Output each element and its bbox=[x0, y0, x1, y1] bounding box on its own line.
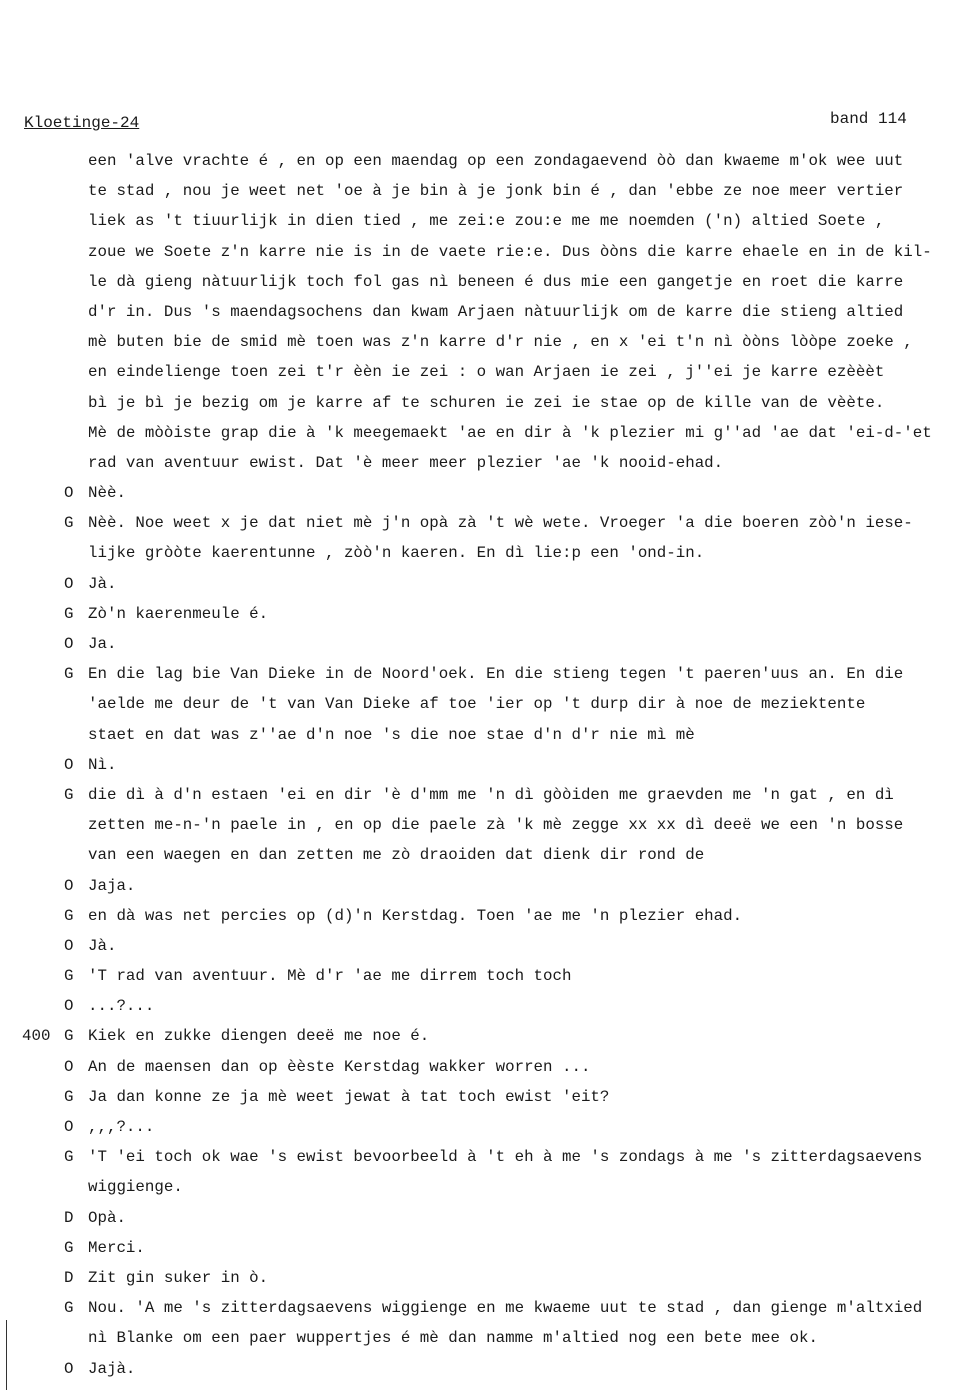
line-text: een 'alve vrachte é , en op een maendag op een zondagaevend òò dan kwaeme m'ok wee uut bbox=[88, 152, 904, 170]
line-text: nì Blanke om een paer wuppertjes é mè dan namme m'altied nog een bete mee ok. bbox=[88, 1329, 818, 1348]
transcript-line bbox=[0, 1203, 979, 1233]
line-text: Jaja. bbox=[88, 876, 136, 895]
transcript-line bbox=[0, 297, 979, 327]
transcript-line bbox=[0, 1052, 979, 1082]
speaker-label: G bbox=[64, 514, 74, 533]
transcript-line bbox=[0, 1293, 979, 1323]
line-text: Kiek en zukke diengen deeë me noe é. bbox=[88, 1027, 430, 1046]
line-text: liek as 't tiuurlijk in dien tied , me zei:e zou:e me me noemden ('n) altied Soete , bbox=[88, 212, 885, 231]
speaker-label: O bbox=[64, 635, 74, 653]
transcript-line bbox=[0, 689, 979, 719]
transcript-line bbox=[0, 750, 979, 780]
speaker-label: O bbox=[64, 1359, 74, 1378]
line-text: Ja. bbox=[88, 635, 117, 653]
speaker-label: G bbox=[64, 665, 74, 684]
transcript-line bbox=[0, 448, 979, 478]
transcript-line bbox=[0, 871, 979, 901]
transcript-line bbox=[0, 1233, 979, 1263]
transcript-line bbox=[0, 478, 979, 508]
speaker-label: G bbox=[64, 967, 74, 986]
speaker-label: G bbox=[64, 1299, 74, 1318]
transcript-line bbox=[0, 1082, 979, 1112]
line-text: te stad , nou je weet net 'oe à je bin à je jonk bin é , dan 'ebbe ze noe meer vertier bbox=[88, 182, 904, 201]
transcript-line bbox=[0, 418, 979, 448]
transcript-line bbox=[0, 1112, 979, 1142]
transcript-line bbox=[0, 1263, 979, 1293]
line-text: Ja dan konne ze ja mè weet jewat à tat toch ewist 'eit? bbox=[88, 1087, 610, 1106]
speaker-label: G bbox=[64, 1027, 74, 1046]
transcript-line bbox=[0, 991, 979, 1021]
line-text: d'r in. Dus 's maendagsochens dan kwam Arjaen nàtuurlijk om de karre die stieng altied bbox=[88, 302, 904, 321]
margin-mark bbox=[6, 1320, 7, 1390]
line-text: lijke gròòte kaerentunne , zòò'n kaeren. En dì lie:p een 'ond-in. bbox=[88, 544, 705, 563]
speaker-label: O bbox=[64, 1118, 74, 1136]
transcript-line bbox=[0, 810, 979, 840]
line-text: Zò'n kaerenmeule é. bbox=[88, 604, 269, 623]
transcript-line bbox=[0, 659, 979, 689]
line-text: Opà. bbox=[88, 1208, 126, 1227]
line-text: Nì. bbox=[88, 755, 117, 774]
transcript-line bbox=[0, 569, 979, 599]
transcript-line bbox=[0, 1323, 979, 1353]
line-text: wiggienge. bbox=[88, 1178, 183, 1197]
speaker-label: G bbox=[64, 1148, 74, 1167]
speaker-label: G bbox=[64, 1238, 74, 1257]
line-text: die dì à d'n estaen 'ei en dir 'è d'mm me 'n dì gòòiden me graevden me 'n gat , en dì bbox=[88, 785, 894, 804]
transcript-line bbox=[0, 538, 979, 568]
transcript-line bbox=[0, 931, 979, 961]
transcript-line bbox=[0, 1021, 979, 1051]
line-text: Jà. bbox=[88, 574, 117, 593]
transcript-line bbox=[0, 599, 979, 629]
transcript-body bbox=[0, 146, 979, 1384]
speaker-label: O bbox=[64, 997, 74, 1016]
transcript-line bbox=[0, 1354, 979, 1384]
transcript-line bbox=[0, 629, 979, 659]
transcript-line bbox=[0, 1172, 979, 1202]
transcript-line bbox=[0, 206, 979, 236]
line-text: Merci. bbox=[88, 1238, 145, 1257]
transcript-line bbox=[0, 327, 979, 357]
line-text: zetten me-n-'n paele in , en op die paele zà 'k mè zegge xx xx dì deeë we een 'n bosse bbox=[88, 816, 904, 835]
transcript-line bbox=[0, 388, 979, 418]
line-text: 'T rad van aventuur. Mè d'r 'ae me dirrem toch toch bbox=[88, 967, 572, 986]
line-text: Mè de mòòiste grap die à 'k meegemaekt 'ae en dir à 'k plezier mi g''ad 'ae dat 'ei-d-'et bbox=[88, 423, 932, 442]
line-text: le dà gieng nàtuurlijk toch fol gas nì beneen é dus mie een gangetje en roet die karre bbox=[88, 272, 904, 291]
line-text: 'T 'ei toch ok wae 's ewist bevoorbeeld à 't eh à me 's zondags à me 's zitterdagsaevens bbox=[88, 1148, 923, 1167]
transcript-line bbox=[0, 720, 979, 750]
transcript-line bbox=[0, 357, 979, 387]
speaker-label: D bbox=[64, 1208, 74, 1227]
line-text: Jà. bbox=[88, 936, 117, 955]
transcript-line bbox=[0, 237, 979, 267]
speaker-label: O bbox=[64, 574, 74, 593]
line-text: en dà was net percies op (d)'n Kerstdag. Toen 'ae me 'n plezier ehad. bbox=[88, 906, 743, 925]
speaker-label: O bbox=[64, 876, 74, 895]
line-text: van een waegen en dan zetten me zò draoiden dat dienk dir rond de bbox=[88, 846, 705, 865]
speaker-label: O bbox=[64, 755, 74, 774]
transcript-line bbox=[0, 901, 979, 931]
speaker-label: G bbox=[64, 906, 74, 925]
line-text: 'aelde me deur de 't van Van Dieke af toe 'ier op 't durp dir à noe de meziektente bbox=[88, 695, 866, 714]
speaker-label: G bbox=[64, 1087, 74, 1106]
line-text: En die lag bie Van Dieke in de Noord'oek. En die stieng tegen 't paeren'uus an. En die bbox=[88, 665, 904, 684]
transcript-line bbox=[0, 840, 979, 870]
speaker-label: G bbox=[64, 785, 74, 804]
line-text: staet en dat was z''ae d'n noe 's die noe stae d'n d'r nie mì mè bbox=[88, 725, 695, 744]
speaker-label: G bbox=[64, 604, 74, 623]
line-text: ,,,?... bbox=[88, 1118, 155, 1136]
transcript-line bbox=[0, 961, 979, 991]
transcript-line bbox=[0, 1142, 979, 1172]
line-text: ...?... bbox=[88, 997, 155, 1016]
speaker-label: O bbox=[64, 1057, 74, 1076]
line-text: en eindelienge toen zei t'r èèn ie zei : o wan Arjaen ie zei , j''ei je karre ezèèèt bbox=[88, 363, 885, 382]
line-text: Zit gin suker in ò. bbox=[88, 1268, 269, 1287]
speaker-label: D bbox=[64, 1268, 74, 1287]
speaker-label: O bbox=[64, 484, 74, 503]
line-text: Jajà. bbox=[88, 1359, 136, 1378]
transcript-line bbox=[0, 267, 979, 297]
line-number: 400 bbox=[22, 1027, 51, 1046]
transcript-line bbox=[0, 146, 979, 176]
transcript-line bbox=[0, 176, 979, 206]
line-text: bì je bì je bezig om je karre af te schuren ie zei ie stae op de kille van de vèète. bbox=[88, 393, 885, 412]
band-number-header: band 114 bbox=[830, 110, 907, 128]
line-text: mè buten bie de smid mè toen was z'n karre d'r nie , en x 'ei t'n nì òòns lòòpe zoeke , bbox=[88, 333, 913, 352]
transcript-line bbox=[0, 508, 979, 538]
line-text: Nou. 'A me 's zitterdagsaevens wiggienge en me kwaeme uut te stad , dan gienge m'altxied bbox=[88, 1299, 923, 1318]
line-text: Nèè. Noe weet x je dat niet mè j'n opà zà 't wè wete. Vroeger 'a die boeren zòò'n iese- bbox=[88, 514, 913, 533]
line-text: zoue we Soete z'n karre nie is in de vaete rie:e. Dus òòns die karre ehaele en in de kil- bbox=[88, 242, 932, 261]
document-location-header: Kloetinge-24 bbox=[24, 114, 140, 132]
line-text: rad van aventuur ewist. Dat 'è meer meer plezier 'ae 'k nooid-ehad. bbox=[88, 453, 724, 472]
speaker-label: O bbox=[64, 936, 74, 955]
line-text: Nèè. bbox=[88, 484, 126, 503]
transcript-line bbox=[0, 780, 979, 810]
line-text: An de maensen dan op èèste Kerstdag wakker worren ... bbox=[88, 1057, 591, 1076]
